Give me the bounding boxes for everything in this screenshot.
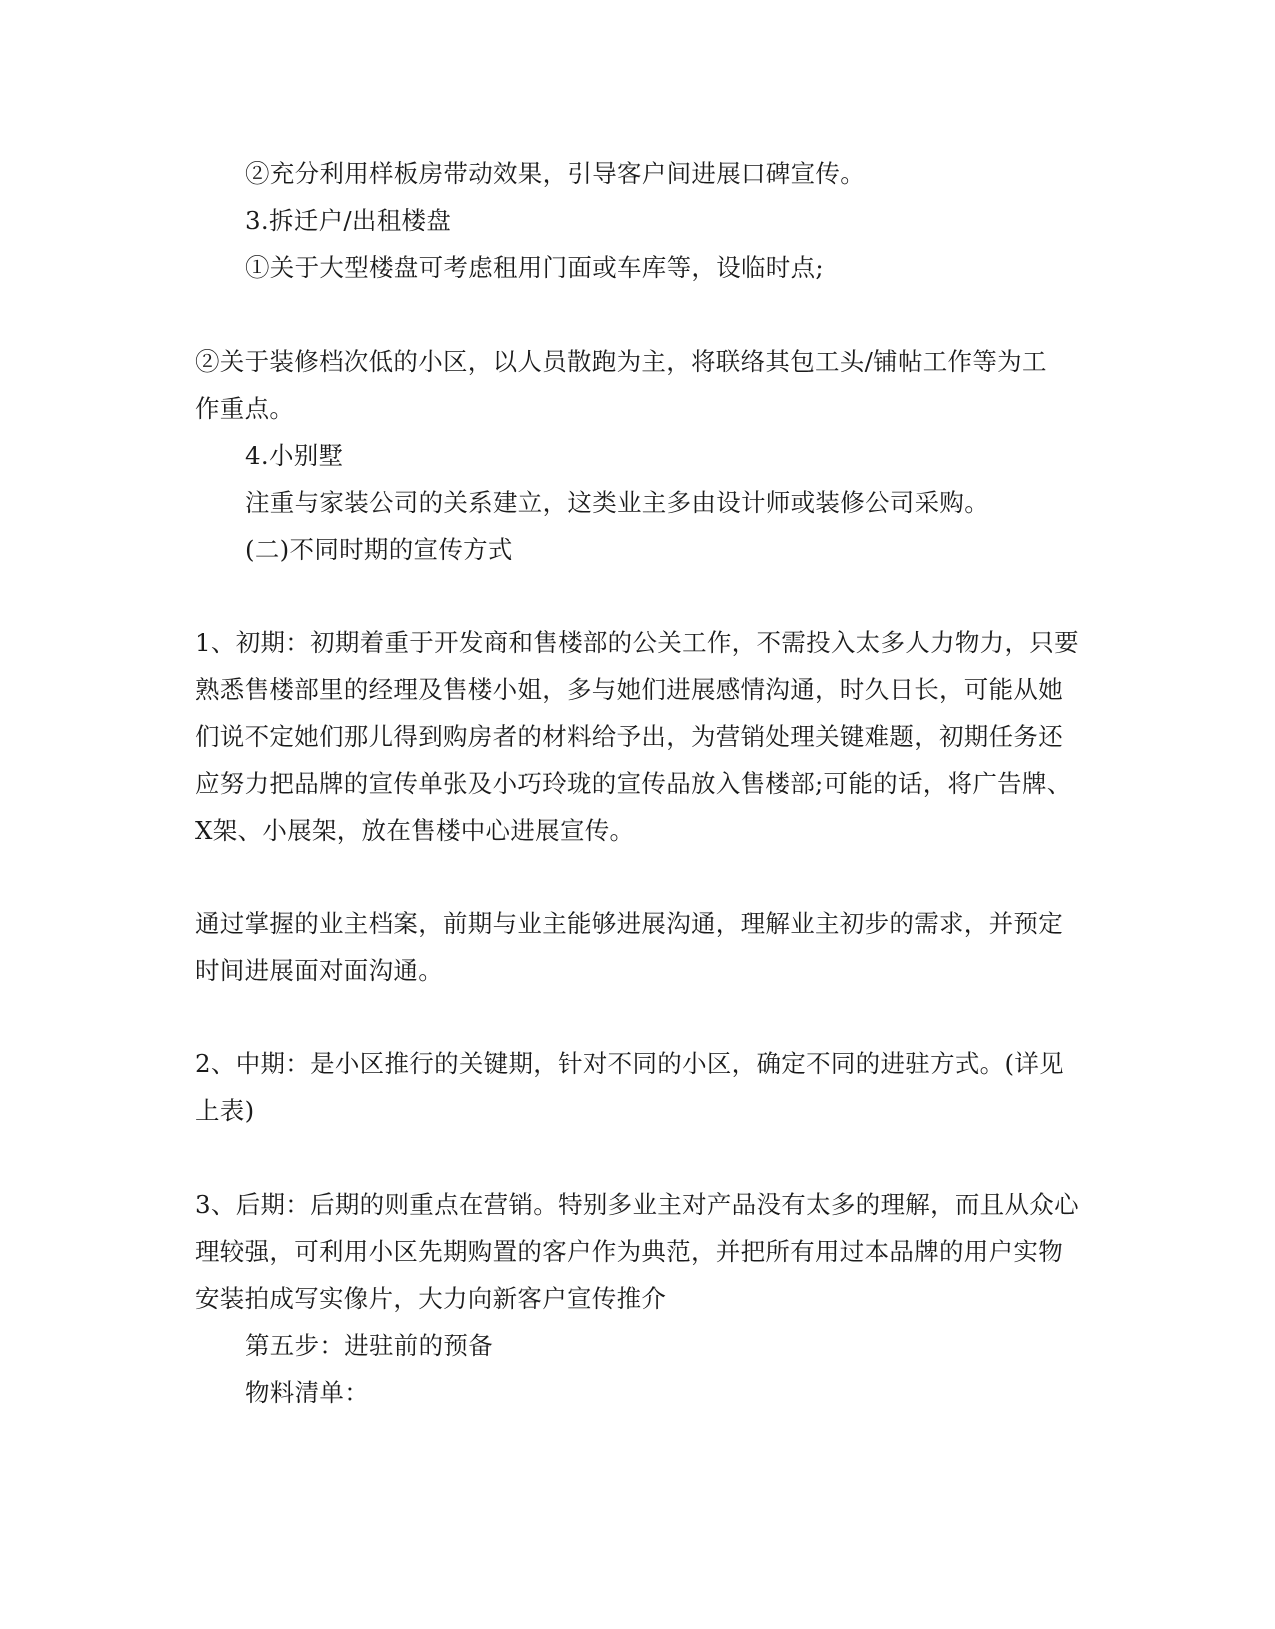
text-line: ②关于装修档次低的小区，以人员散跑为主，将联络其包工头/铺帖工作等为工 (195, 347, 1047, 376)
text-line: ①关于大型楼盘可考虑租用门面或车库等，设临时点; (245, 253, 824, 282)
section-heading: (二)不同时期的宣传方式 (245, 535, 513, 564)
text-line: 物料清单： (245, 1378, 369, 1407)
text-line: X架、小展架，放在售楼中心进展宣传。 (195, 816, 635, 845)
text-line: 们说不定她们那儿得到购房者的材料给予出，为营销处理关键难题，初期任务还 (195, 722, 1063, 751)
section-heading: 3.拆迁户/出租楼盘 (245, 206, 452, 235)
text-line: 2、中期：是小区推行的关键期，针对不同的小区，确定不同的进驻方式。(详见 (195, 1049, 1064, 1078)
text-line: 应努力把品牌的宣传单张及小巧玲珑的宣传品放入售楼部;可能的话，将广告牌、 (195, 769, 1072, 798)
text-line: 安装拍成写实像片，大力向新客户宣传推介 (195, 1284, 667, 1313)
text-line: 通过掌握的业主档案，前期与业主能够进展沟通，理解业主初步的需求，并预定 (195, 909, 1063, 938)
text-line: ②充分利用样板房带动效果，引导客户间进展口碑宣传。 (245, 159, 865, 188)
section-heading: 4.小别墅 (245, 441, 344, 470)
text-line: 理较强，可利用小区先期购置的客户作为典范，并把所有用过本品牌的用户实物 (195, 1237, 1063, 1266)
text-line: 熟悉售楼部里的经理及售楼小姐，多与她们进展感情沟通，时久日长，可能从她 (195, 675, 1063, 704)
text-line: 注重与家装公司的关系建立，这类业主多由设计师或装修公司采购。 (245, 488, 989, 517)
text-line: 1、初期：初期着重于开发商和售楼部的公关工作，不需投入太多人力物力，只要 (195, 628, 1079, 657)
text-line: 上表) (195, 1096, 255, 1125)
text-line: 时间进展面对面沟通。 (195, 956, 443, 985)
section-heading: 第五步：进驻前的预备 (245, 1331, 493, 1360)
text-line: 作重点。 (195, 394, 295, 423)
text-line: 3、后期：后期的则重点在营销。特别多业主对产品没有太多的理解，而且从众心 (195, 1190, 1079, 1219)
